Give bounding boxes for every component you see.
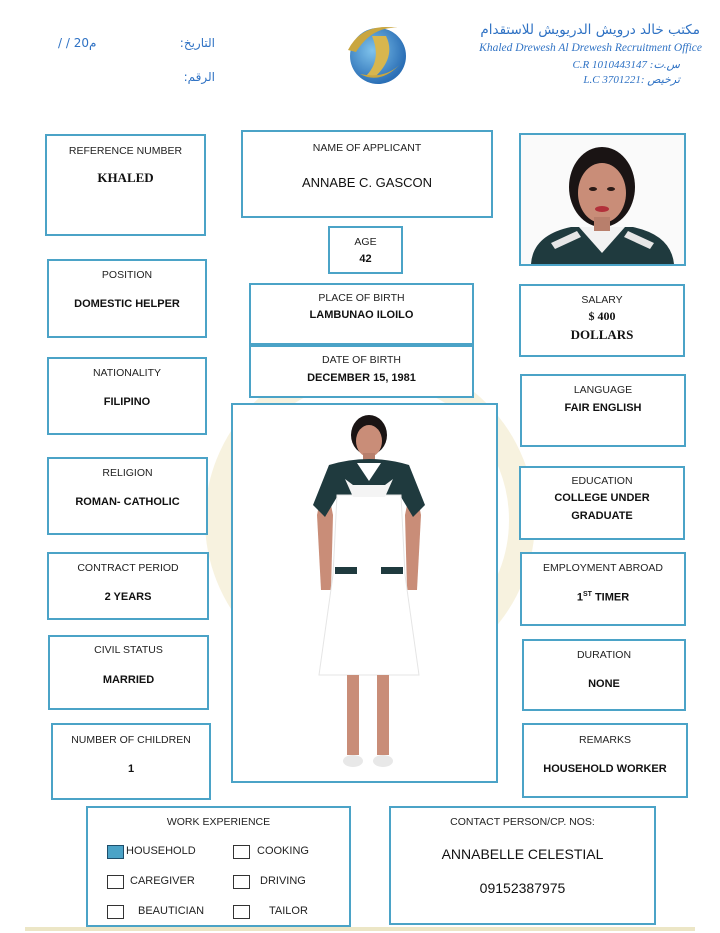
date-of-birth-value: DECEMBER 15, 1981 (307, 372, 416, 384)
duration-box (522, 639, 686, 711)
employment-abroad-label: EMPLOYMENT ABROAD (542, 562, 663, 574)
beautician-checkbox[interactable] (107, 905, 124, 919)
contract-period-label: CONTRACT PERIOD (77, 562, 179, 574)
caregiver-checkbox[interactable] (107, 875, 124, 889)
position-label: POSITION (101, 269, 153, 281)
salary-currency: DOLLARS (570, 327, 634, 342)
civil-status-box (48, 635, 209, 710)
nationality-box (47, 357, 207, 435)
civil-status-label: CIVIL STATUS (94, 644, 163, 656)
contact-name: ANNABELLE CELESTIAL (441, 846, 604, 862)
office-cr: C.R 1010443147 :س.ت (572, 59, 680, 71)
age-value: 42 (359, 253, 372, 265)
language-label: LANGUAGE (573, 384, 633, 396)
work-experience-title: WORK EXPERIENCE (166, 816, 271, 828)
nationality-label: NATIONALITY (92, 367, 162, 379)
name-label: NAME OF APPLICANT (312, 142, 422, 154)
name-value: ANNABE C. GASCON (301, 175, 433, 190)
religion-value: ROMAN- CATHOLIC (75, 496, 180, 508)
cooking-label: COOKING (257, 845, 309, 857)
name-box (241, 130, 493, 218)
office-name-en: Khaled Drewesh Al Drewesh Recruitment Office (479, 42, 702, 54)
remarks-label: REMARKS (579, 734, 631, 746)
reference-box (45, 134, 206, 236)
full-body-photo (231, 403, 498, 783)
beautician-label: BEAUTICIAN (138, 905, 205, 917)
education-label: EDUCATION (571, 475, 633, 487)
household-label: HOUSEHOLD (126, 845, 196, 857)
position-value: DOMESTIC HELPER (74, 298, 180, 310)
remarks-value: HOUSEHOLD WORKER (543, 763, 667, 775)
household-checkbox[interactable] (107, 845, 124, 859)
education-value-line1: COLLEGE UNDER (554, 492, 650, 504)
contract-period-box (47, 552, 209, 620)
language-box (520, 374, 686, 447)
place-of-birth-box (249, 283, 474, 345)
date-of-birth-box (249, 345, 474, 398)
driving-label: DRIVING (260, 875, 306, 887)
position-box (47, 259, 207, 338)
education-value-line2: GRADUATE (571, 510, 633, 522)
portrait-photo (519, 133, 686, 266)
tailor-label: TAILOR (269, 905, 308, 917)
place-of-birth-value: LAMBUNAO ILOILO (309, 309, 414, 321)
driving-checkbox[interactable] (233, 875, 250, 889)
employment-abroad-suffix: TIMER (591, 591, 630, 604)
contact-phone: 09152387975 (479, 880, 566, 896)
place-of-birth-label: PLACE OF BIRTH (318, 292, 405, 304)
office-logo (342, 20, 410, 88)
age-label: AGE (354, 236, 377, 248)
salary-label: SALARY (581, 294, 623, 306)
employment-abroad-value (522, 591, 684, 604)
religion-box (47, 457, 208, 535)
children-box (51, 723, 211, 800)
date-of-birth-label: DATE OF BIRTH (322, 354, 401, 366)
work-experience-box (86, 806, 351, 927)
office-name-ar: مكتب خالد درويش الدريويش للاستقدام (480, 22, 700, 38)
salary-amount: $ 400 (588, 309, 616, 323)
employment-abroad-box (520, 552, 686, 626)
contact-box (389, 806, 656, 925)
number-label: الرقم: (183, 70, 215, 84)
children-value: 1 (127, 763, 135, 775)
religion-label: RELIGION (102, 467, 153, 479)
remarks-box (522, 723, 688, 798)
reference-value: KHALED (97, 170, 154, 185)
education-box (519, 466, 685, 540)
age-box (328, 226, 403, 274)
cooking-checkbox[interactable] (233, 845, 250, 859)
salary-box (519, 284, 685, 357)
duration-value: NONE (588, 678, 620, 690)
date-label: التاريخ: (179, 36, 215, 50)
nationality-value: FILIPINO (103, 396, 151, 408)
duration-label: DURATION (576, 649, 632, 661)
footer-divider (25, 927, 695, 931)
employment-abroad-ordinal: ST (582, 591, 592, 598)
employment-abroad-number: 1 (576, 591, 583, 604)
caregiver-label: CAREGIVER (130, 875, 195, 887)
contract-period-value: 2 YEARS (104, 591, 152, 603)
language-value: FAIR ENGLISH (564, 402, 642, 414)
children-label: NUMBER OF CHILDREN (71, 734, 191, 746)
civil-status-value: MARRIED (102, 674, 155, 686)
contact-title: CONTACT PERSON/CP. NOS: (450, 816, 595, 828)
tailor-checkbox[interactable] (233, 905, 250, 919)
date-value: / / 20م (58, 36, 97, 50)
reference-label: REFERENCE NUMBER (68, 145, 183, 157)
office-lc: L.C 3701221: ترخيص (583, 74, 680, 86)
